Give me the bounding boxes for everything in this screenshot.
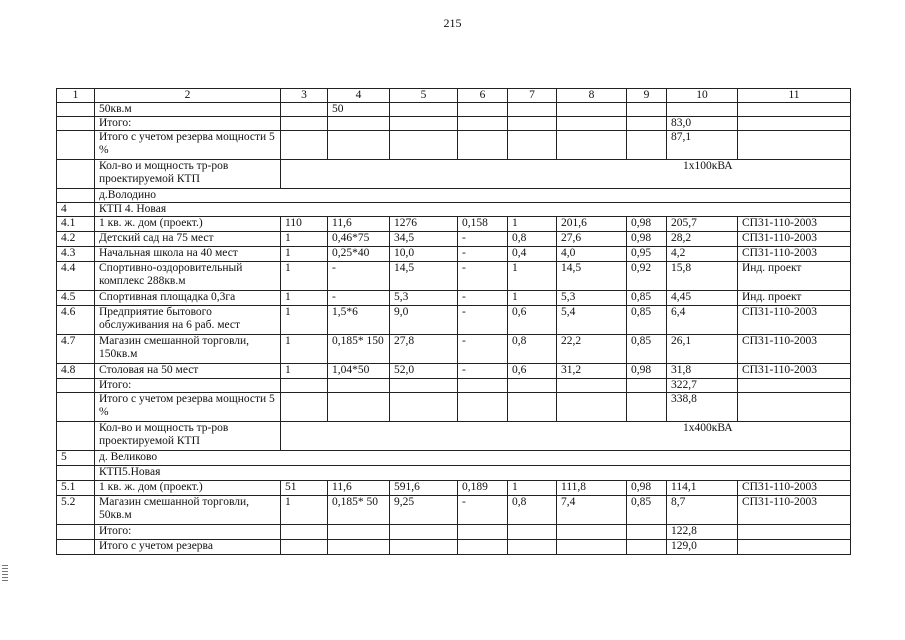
table-row xyxy=(57,481,851,496)
demand-factor-cell: 0,6 xyxy=(508,306,557,335)
row-number-cell: 4.1 xyxy=(57,217,95,232)
calc-power-cell: 27,6 xyxy=(557,232,627,247)
demand-factor-cell xyxy=(508,379,557,393)
calc-power-cell: 14,5 xyxy=(557,262,627,291)
apparent-power-cell: 28,2 xyxy=(667,232,738,247)
table-row xyxy=(57,160,851,189)
coefficient-cell xyxy=(458,525,508,540)
specific-load-cell: 11,6 xyxy=(328,481,390,496)
reference-cell xyxy=(738,393,851,422)
apparent-power-cell: 26,1 xyxy=(667,335,738,364)
description-cell: Магазин смешанной торговли, 50кв.м xyxy=(95,496,281,525)
row-number-cell: 4.3 xyxy=(57,247,95,262)
coefficient-cell: - xyxy=(458,232,508,247)
specific-load-cell: 0,185* 50 xyxy=(328,496,390,525)
load-cell: 9,0 xyxy=(390,306,458,335)
demand-factor-cell xyxy=(508,103,557,117)
reference-cell: СП31-110-2003 xyxy=(738,306,851,335)
power-factor-cell: 0,85 xyxy=(627,306,667,335)
reference-cell: СП31-110-2003 xyxy=(738,364,851,379)
description-cell: Предприятие бытового обслуживания на 6 раб. мест xyxy=(95,306,281,335)
load-cell: 34,5 xyxy=(390,232,458,247)
power-factor-cell xyxy=(627,525,667,540)
calc-power-cell xyxy=(557,131,627,160)
row-number-cell: 5.2 xyxy=(57,496,95,525)
scan-edge-mark xyxy=(2,565,8,581)
coefficient-cell: - xyxy=(458,335,508,364)
table-row xyxy=(57,291,851,306)
row-number-cell xyxy=(57,117,95,131)
row-number-cell: 5.1 xyxy=(57,481,95,496)
description-cell: Итого с учетом резерва мощности 5 % xyxy=(95,131,281,160)
description-cell: 50кв.м xyxy=(95,103,281,117)
description-cell: Итого: xyxy=(95,379,281,393)
demand-factor-cell: 1 xyxy=(508,481,557,496)
reference-cell: СП31-110-2003 xyxy=(738,247,851,262)
load-cell: 9,25 xyxy=(390,496,458,525)
description-cell: Итого: xyxy=(95,525,281,540)
reference-cell xyxy=(738,540,851,555)
calc-power-cell: 7,4 xyxy=(557,496,627,525)
coefficient-cell xyxy=(458,540,508,555)
apparent-power-cell xyxy=(667,103,738,117)
load-cell xyxy=(390,393,458,422)
quantity-cell xyxy=(281,379,328,393)
calc-power-cell: 4,0 xyxy=(557,247,627,262)
specific-load-cell: 11,6 xyxy=(328,217,390,232)
apparent-power-cell: 322,7 xyxy=(667,379,738,393)
column-number-3: 3 xyxy=(281,89,328,103)
row-number-cell xyxy=(57,379,95,393)
specific-load-cell: 0,185* 150 xyxy=(328,335,390,364)
description-cell: Итого с учетом резерва xyxy=(95,540,281,555)
row-number-cell xyxy=(57,393,95,422)
reference-cell: Инд. проект xyxy=(738,291,851,306)
apparent-power-cell: 15,8 xyxy=(667,262,738,291)
row-number-cell xyxy=(57,466,95,481)
apparent-power-cell: 4,2 xyxy=(667,247,738,262)
coefficient-cell xyxy=(458,103,508,117)
quantity-cell xyxy=(281,540,328,555)
coefficient-cell: - xyxy=(458,247,508,262)
description-cell: Столовая на 50 мест xyxy=(95,364,281,379)
demand-factor-cell xyxy=(508,393,557,422)
reference-cell: СП31-110-2003 xyxy=(738,481,851,496)
specific-load-cell xyxy=(328,131,390,160)
quantity-cell xyxy=(281,103,328,117)
section-title-cell: д.Володино xyxy=(95,189,851,203)
column-number-10: 10 xyxy=(667,89,738,103)
power-factor-cell: 0,92 xyxy=(627,262,667,291)
quantity-cell xyxy=(281,393,328,422)
table-row xyxy=(57,451,851,466)
table-row xyxy=(57,379,851,393)
specific-load-cell: - xyxy=(328,291,390,306)
quantity-cell: 110 xyxy=(281,217,328,232)
specific-load-cell xyxy=(328,117,390,131)
calc-power-cell: 31,2 xyxy=(557,364,627,379)
demand-factor-cell: 1 xyxy=(508,262,557,291)
power-factor-cell xyxy=(627,379,667,393)
specific-load-cell: 1,5*6 xyxy=(328,306,390,335)
power-factor-cell: 0,95 xyxy=(627,247,667,262)
description-cell: 1 кв. ж. дом (проект.) xyxy=(95,481,281,496)
table-row xyxy=(57,393,851,422)
apparent-power-cell: 205,7 xyxy=(667,217,738,232)
quantity-cell xyxy=(281,131,328,160)
demand-factor-cell xyxy=(508,540,557,555)
description-cell: Кол-во и мощность тр-ров проектируемой КТП xyxy=(95,422,281,451)
column-number-8: 8 xyxy=(557,89,627,103)
demand-factor-cell xyxy=(508,525,557,540)
table-row xyxy=(57,422,851,451)
description-cell: Начальная школа на 40 мест xyxy=(95,247,281,262)
header-row xyxy=(57,89,851,103)
row-number-cell xyxy=(57,103,95,117)
load-cell: 14,5 xyxy=(390,262,458,291)
apparent-power-cell: 83,0 xyxy=(667,117,738,131)
apparent-power-cell: 129,0 xyxy=(667,540,738,555)
load-cell xyxy=(390,131,458,160)
description-cell: 1 кв. ж. дом (проект.) xyxy=(95,217,281,232)
demand-factor-cell: 0,4 xyxy=(508,247,557,262)
calc-power-cell xyxy=(557,540,627,555)
power-factor-cell: 0,98 xyxy=(627,364,667,379)
calc-power-cell: 22,2 xyxy=(557,335,627,364)
row-number-cell: 4 xyxy=(57,203,95,217)
load-cell: 27,8 xyxy=(390,335,458,364)
load-cell: 591,6 xyxy=(390,481,458,496)
specific-load-cell: 1,04*50 xyxy=(328,364,390,379)
apparent-power-cell: 4,45 xyxy=(667,291,738,306)
row-number-cell xyxy=(57,160,95,189)
reference-cell xyxy=(738,117,851,131)
reference-cell: СП31-110-2003 xyxy=(738,217,851,232)
specific-load-cell xyxy=(328,393,390,422)
description-cell: Детский сад на 75 мест xyxy=(95,232,281,247)
quantity-cell: 1 xyxy=(281,232,328,247)
demand-factor-cell: 0,8 xyxy=(508,232,557,247)
table-row xyxy=(57,496,851,525)
row-number-cell: 4.5 xyxy=(57,291,95,306)
quantity-cell: 1 xyxy=(281,262,328,291)
section-title-cell: д. Великово xyxy=(95,451,851,466)
description-cell: Итого: xyxy=(95,117,281,131)
quantity-cell xyxy=(281,117,328,131)
power-factor-cell: 0,98 xyxy=(627,481,667,496)
power-factor-cell: 0,85 xyxy=(627,496,667,525)
demand-factor-cell: 1 xyxy=(508,217,557,232)
demand-factor-cell xyxy=(508,117,557,131)
apparent-power-cell: 122,8 xyxy=(667,525,738,540)
page-number: 215 xyxy=(443,16,462,30)
table-row xyxy=(57,103,851,117)
table-row xyxy=(57,189,851,203)
load-cell: 10,0 xyxy=(390,247,458,262)
table-row xyxy=(57,232,851,247)
apparent-power-cell: 8,7 xyxy=(667,496,738,525)
row-number-cell: 4.6 xyxy=(57,306,95,335)
demand-factor-cell: 0,8 xyxy=(508,496,557,525)
quantity-cell: 1 xyxy=(281,364,328,379)
row-number-cell: 5 xyxy=(57,451,95,466)
load-cell xyxy=(390,525,458,540)
row-number-cell xyxy=(57,189,95,203)
reference-cell: СП31-110-2003 xyxy=(738,496,851,525)
column-number-7: 7 xyxy=(508,89,557,103)
load-cell: 5,3 xyxy=(390,291,458,306)
quantity-cell: 1 xyxy=(281,291,328,306)
table-row xyxy=(57,466,851,481)
apparent-power-cell: 338,8 xyxy=(667,393,738,422)
specific-load-cell: 0,46*75 xyxy=(328,232,390,247)
demand-factor-cell: 0,8 xyxy=(508,335,557,364)
specific-load-cell: 0,25*40 xyxy=(328,247,390,262)
coefficient-cell: 0,189 xyxy=(458,481,508,496)
quantity-cell xyxy=(281,525,328,540)
table-row xyxy=(57,540,851,555)
quantity-cell: 1 xyxy=(281,306,328,335)
coefficient-cell: - xyxy=(458,364,508,379)
apparent-power-cell: 6,4 xyxy=(667,306,738,335)
column-number-4: 4 xyxy=(328,89,390,103)
power-factor-cell: 0,98 xyxy=(627,217,667,232)
table-row xyxy=(57,335,851,364)
table-row xyxy=(57,525,851,540)
specific-load-cell xyxy=(328,540,390,555)
row-number-cell: 4.2 xyxy=(57,232,95,247)
coefficient-cell: - xyxy=(458,291,508,306)
description-cell: Кол-во и мощность тр-ров проектируемой КТП xyxy=(95,160,281,189)
calc-power-cell: 5,4 xyxy=(557,306,627,335)
table-row xyxy=(57,117,851,131)
column-number-9: 9 xyxy=(627,89,667,103)
quantity-cell: 51 xyxy=(281,481,328,496)
section-title-cell: КТП 4. Новая xyxy=(95,203,851,217)
apparent-power-cell: 114,1 xyxy=(667,481,738,496)
power-factor-cell xyxy=(627,131,667,160)
calc-power-cell xyxy=(557,117,627,131)
row-number-cell xyxy=(57,422,95,451)
demand-factor-cell xyxy=(508,131,557,160)
coefficient-cell: 0,158 xyxy=(458,217,508,232)
transformer-capacity-cell: 1x100кВА xyxy=(281,160,851,189)
reference-cell: СП31-110-2003 xyxy=(738,232,851,247)
apparent-power-cell: 87,1 xyxy=(667,131,738,160)
column-number-1: 1 xyxy=(57,89,95,103)
calc-power-cell xyxy=(557,393,627,422)
calc-power-cell: 111,8 xyxy=(557,481,627,496)
power-factor-cell: 0,85 xyxy=(627,335,667,364)
demand-factor-cell: 0,6 xyxy=(508,364,557,379)
row-number-cell xyxy=(57,525,95,540)
load-cell xyxy=(390,103,458,117)
reference-cell xyxy=(738,131,851,160)
calc-power-cell: 5,3 xyxy=(557,291,627,306)
load-cell: 1276 xyxy=(390,217,458,232)
row-number-cell xyxy=(57,540,95,555)
quantity-cell: 1 xyxy=(281,335,328,364)
table-row xyxy=(57,217,851,232)
table-row xyxy=(57,247,851,262)
demand-factor-cell: 1 xyxy=(508,291,557,306)
description-cell: Магазин смешанной торговли, 150кв.м xyxy=(95,335,281,364)
column-number-6: 6 xyxy=(458,89,508,103)
power-factor-cell xyxy=(627,540,667,555)
calc-power-cell xyxy=(557,525,627,540)
power-factor-cell xyxy=(627,103,667,117)
power-factor-cell: 0,85 xyxy=(627,291,667,306)
column-number-11: 11 xyxy=(738,89,851,103)
power-factor-cell xyxy=(627,117,667,131)
coefficient-cell xyxy=(458,131,508,160)
column-number-2: 2 xyxy=(95,89,281,103)
table-row xyxy=(57,364,851,379)
coefficient-cell: - xyxy=(458,262,508,291)
reference-cell xyxy=(738,103,851,117)
power-factor-cell: 0,98 xyxy=(627,232,667,247)
row-number-cell: 4.7 xyxy=(57,335,95,364)
coefficient-cell xyxy=(458,117,508,131)
row-number-cell: 4.8 xyxy=(57,364,95,379)
coefficient-cell: - xyxy=(458,496,508,525)
table-row xyxy=(57,131,851,160)
load-cell xyxy=(390,540,458,555)
reference-cell: СП31-110-2003 xyxy=(738,335,851,364)
load-cell xyxy=(390,117,458,131)
table-row xyxy=(57,306,851,335)
calc-power-cell xyxy=(557,379,627,393)
power-factor-cell xyxy=(627,393,667,422)
load-cell: 52,0 xyxy=(390,364,458,379)
calc-power-cell: 201,6 xyxy=(557,217,627,232)
specific-load-cell xyxy=(328,379,390,393)
reference-cell: Инд. проект xyxy=(738,262,851,291)
apparent-power-cell: 31,8 xyxy=(667,364,738,379)
coefficient-cell xyxy=(458,393,508,422)
table-row xyxy=(57,262,851,291)
coefficient-cell: - xyxy=(458,306,508,335)
description-cell: Итого с учетом резерва мощности 5 % xyxy=(95,393,281,422)
quantity-cell: 1 xyxy=(281,247,328,262)
description-cell: Спортивная площадка 0,3га xyxy=(95,291,281,306)
row-number-cell: 4.4 xyxy=(57,262,95,291)
reference-cell xyxy=(738,525,851,540)
transformer-capacity-cell: 1x400кВА xyxy=(281,422,851,451)
load-table xyxy=(56,88,851,555)
specific-load-cell: - xyxy=(328,262,390,291)
coefficient-cell xyxy=(458,379,508,393)
column-number-5: 5 xyxy=(390,89,458,103)
calc-power-cell xyxy=(557,103,627,117)
section-title-cell: КТП5.Новая xyxy=(95,466,851,481)
reference-cell xyxy=(738,379,851,393)
description-cell: Спортивно-оздоровительный комплекс 288кв.м xyxy=(95,262,281,291)
quantity-cell: 1 xyxy=(281,496,328,525)
specific-load-cell xyxy=(328,525,390,540)
table-row xyxy=(57,203,851,217)
specific-load-cell: 50 xyxy=(328,103,390,117)
load-cell xyxy=(390,379,458,393)
row-number-cell xyxy=(57,131,95,160)
